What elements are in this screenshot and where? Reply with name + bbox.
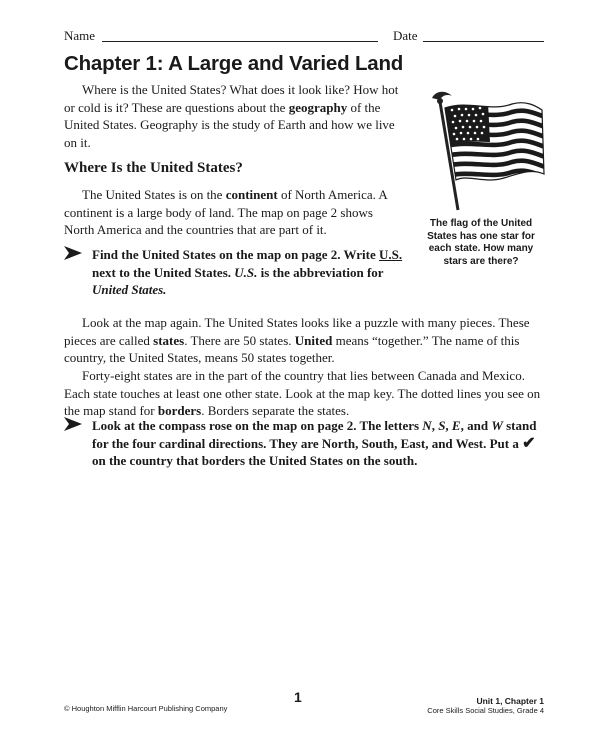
- term-united: United: [294, 332, 333, 348]
- instruction-compass-rose: [64, 417, 542, 473]
- right-pointer-arrow-icon: [64, 417, 82, 431]
- states-paragraph: Look at the map again. The United States looks like a puzzle with many pieces. These pieces are called states. There are 50 states. United means “together.” The name of this country, the United States, means 50 states together.: [64, 315, 530, 366]
- instruction-compass-text: Look at the compass rose on the map on page 2. The letters N, S, E, and W stand for the four cardinal directions. They are North, South, East, and West. Put a ✔ on the country that borders the United States on the south.: [92, 418, 537, 468]
- checkmark-icon: ✔: [522, 434, 536, 452]
- name-rule[interactable]: [102, 41, 378, 42]
- instruction-find-us-text: Find the United States on the map on page 2. Write U.S. next to the United States. U.S. is the abbreviation for United States.: [92, 247, 403, 297]
- underlined-us: U.S.: [378, 247, 403, 262]
- page-title: Chapter 1: A Large and Varied Land: [64, 52, 404, 75]
- copyright: © Houghton Mifflin Harcourt Publishing Company: [64, 704, 228, 713]
- term-states: states: [153, 332, 185, 348]
- footer-book-info: [427, 696, 544, 716]
- term-geography: geography: [288, 99, 348, 115]
- term-borders: borders: [157, 403, 202, 419]
- name-label: Name: [64, 28, 96, 43]
- term-continent: continent: [225, 187, 278, 202]
- right-pointer-arrow-icon: [64, 246, 82, 260]
- name-date-line: [64, 28, 95, 44]
- us-flag-illustration: [418, 88, 546, 212]
- footer-unit: Unit 1, Chapter 1: [476, 696, 544, 706]
- footer-book: Core Skills Social Studies, Grade 4: [427, 706, 544, 715]
- borders-paragraph: Forty-eight states are in the part of the country that lies between Canada and Mexico. Each state touches at least one other state. Look at the map key. The dotted lines you see on the map stand for borders. Borders separate the states.: [64, 368, 541, 419]
- continent-paragraph: The United States is on the continent of North America. A continent is a large body of land. The map on page 2 shows North America and the countries that are part of it.: [64, 187, 388, 238]
- date-label: Date: [393, 28, 418, 43]
- page-number: 1: [294, 689, 302, 705]
- flag-caption: The flag of the United States has one star for each state. How many stars are there?: [427, 218, 535, 267]
- intro-paragraph: Where is the United States? What does it look like? How hot or cold is it? These are questions about the geography of the United States. Geography is the study of Earth and how we live on it.: [64, 82, 399, 150]
- section-heading: Where Is the United States?: [64, 160, 243, 176]
- date-label-wrap: [393, 28, 418, 44]
- instruction-find-us: [64, 246, 404, 302]
- date-rule[interactable]: [423, 41, 544, 42]
